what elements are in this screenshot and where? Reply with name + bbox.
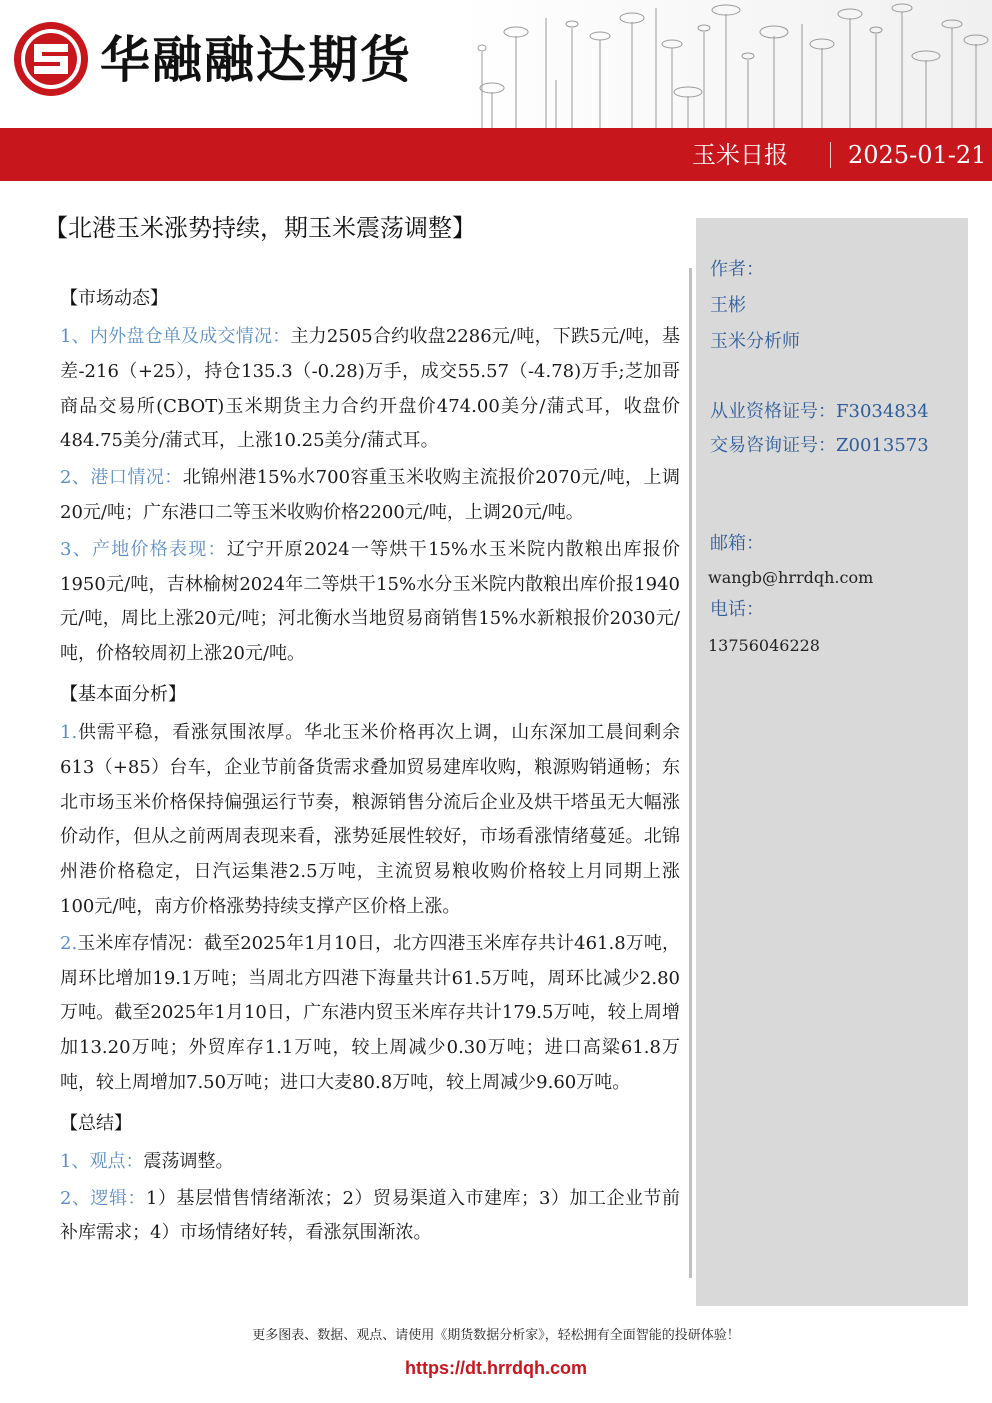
section-heading-summary: 【总结】 <box>60 1112 132 1134</box>
author-email[interactable]: wangb@hrrdqh.com <box>708 568 874 587</box>
item-label: 2、逻辑： <box>60 1187 146 1209</box>
consulting-number: 交易咨询证号：Z0013573 <box>710 435 929 456</box>
company-logo-icon <box>12 20 90 98</box>
item-label: 3、产地价格表现： <box>60 538 227 560</box>
author-name: 王彬 <box>710 295 746 316</box>
item-label: 2. <box>60 932 78 954</box>
brand-name: 华融融达期货 <box>100 31 412 89</box>
sidebar-divider <box>689 268 692 1278</box>
item-text: 震荡调整。 <box>143 1150 234 1172</box>
item-label: 1. <box>60 721 78 743</box>
summary-item <box>60 1182 680 1252</box>
market-item <box>60 533 680 672</box>
item-label: 1、内外盘仓单及成交情况： <box>60 326 291 347</box>
header-bar <box>0 128 992 181</box>
fundamental-item <box>60 716 680 925</box>
section-heading-fundamental: 【基本面分析】 <box>60 683 186 705</box>
market-item <box>60 461 680 531</box>
item-text: 供需平稳，看涨氛围浓厚。华北玉米价格再次上调，山东深加工晨间剩余613（+85）台车，企业节前备货需求叠加贸易建库收购，粮源购销通畅；东北市场玉米价格保持偏强运行节奏，粮源销售分流后企业及烘干塔虽无大幅涨价动作，但从之前两周表现来看，涨势延展性较好，市场看涨情绪蔓延。北锦州港价格稳定，日汽运集港2.5万吨，主流贸易粮收购价格较上月同期上涨100元/吨，南方价格涨势持续支撑产区价格上涨。 <box>60 721 680 917</box>
fundamental-item <box>60 927 680 1101</box>
report-type: 玉米日报 <box>692 141 788 169</box>
email-label: 邮箱： <box>710 533 764 554</box>
market-item <box>60 320 680 459</box>
item-text: 玉米库存情况：截至2025年1月10日，北方四港玉米库存共计461.8万吨，周环比增加19.1万吨；当周北方四港下海量共计61.5万吨，周环比减少2.80万吨。截至2025年1月10日，广东港内贸玉米库存共计179.5万吨，较上周增加13.20万吨；外贸库存1.1万吨，较上周减少0.30万吨；进口高粱61.8万吨，较上周增加7.50万吨；进口大麦80.8万吨，较上周减少9.60万吨。 <box>60 932 680 1093</box>
header-decoration <box>456 0 992 128</box>
report-body <box>60 282 680 1253</box>
header-divider <box>830 142 831 168</box>
author-role: 玉米分析师 <box>710 331 800 352</box>
qualification-number: 从业资格证号：F3034834 <box>710 401 929 422</box>
item-text: 辽宁开原2024一等烘干15%水玉米院内散粮出库报价1950元/吨，吉林榆树2024年二等烘干15%水分玉米院内散粮出库价报1940元/吨，周比上涨20元/吨；河北衡水当地贸易商销售15%水新粮报价2030元/吨，价格较周初上涨20元/吨。 <box>60 538 680 665</box>
section-heading-market: 【市场动态】 <box>60 288 168 309</box>
author-phone: 13756046228 <box>708 636 820 655</box>
item-text: 北锦州港15%水700容重玉米收购主流报价2070元/吨，上调20元/吨；广东港口二等玉米收购价格2200元/吨，上调20元/吨。 <box>60 467 680 523</box>
phone-label: 电话： <box>710 599 764 620</box>
item-text: 主力2505合约收盘2286元/吨，下跌5元/吨，基差-216（+25），持仓135.3（-0.28)万手，成交55.57（-4.78)万手;芝加哥商品交易所(CBOT)玉米期货主力合约开盘价474.00美分/蒲式耳，收盘价484.75美分/蒲式耳，上涨10.25美分/蒲式耳。 <box>60 326 680 452</box>
item-text: 1）基层惜售情绪渐浓；2）贸易渠道入市建库；3）加工企业节前补库需求；4）市场情绪好转，看涨氛围渐浓。 <box>60 1187 680 1244</box>
footer-link[interactable]: https://dt.hrrdqh.com <box>405 1358 587 1378</box>
author-sidebar <box>696 218 968 1306</box>
summary-item <box>60 1145 680 1180</box>
report-date: 2025-01-21 <box>848 141 987 169</box>
item-label: 2、港口情况： <box>60 467 183 489</box>
item-label: 1、观点： <box>60 1150 144 1172</box>
document-title: 【北港玉米涨势持续，期玉米震荡调整】 <box>44 214 476 242</box>
author-label: 作者： <box>710 259 764 280</box>
footer-promo: 更多图表、数据、观点、请使用《期货数据分析家》，轻松拥有全面智能的投研体验！ <box>252 1328 740 1343</box>
